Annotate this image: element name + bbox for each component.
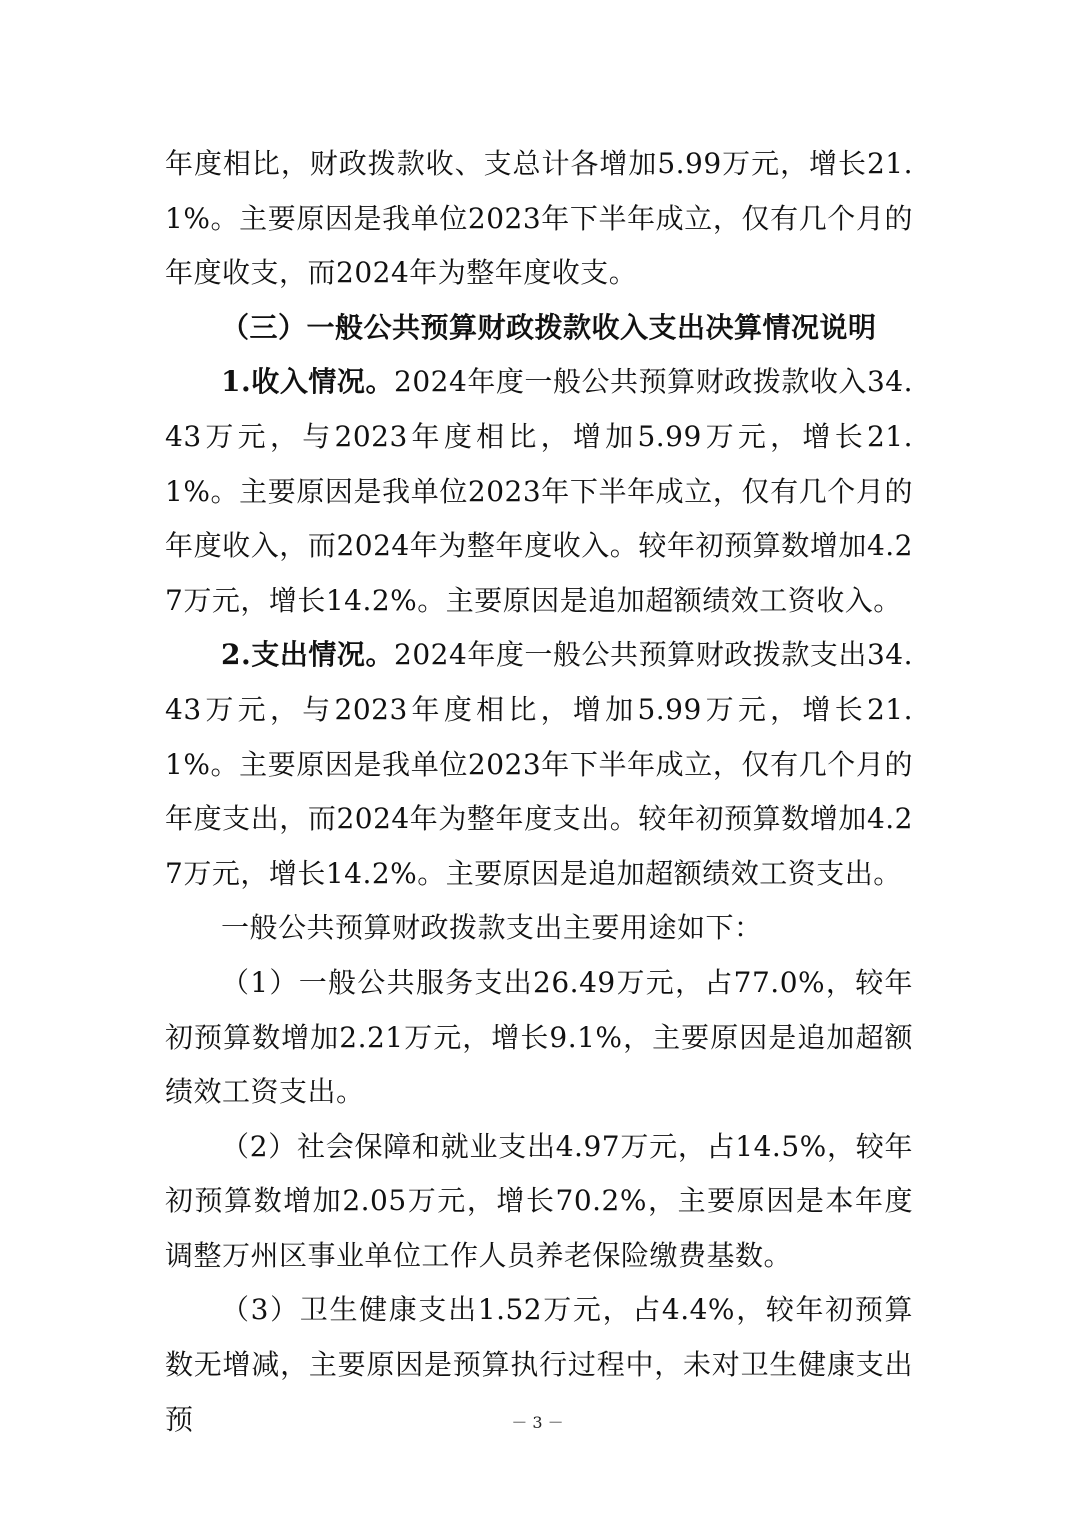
uses-intro: 一般公共预算财政拨款支出主要用途如下：	[221, 911, 763, 945]
document-body	[165, 137, 913, 1447]
income-paragraph	[165, 355, 913, 628]
use-item-health: （3）卫生健康支出1.52万元，占4.4%，较年初预算数无增减，主要原因是预算执行过程中，未对卫生健康支出预	[165, 1293, 913, 1436]
expense-lead: 2.支出情况。	[221, 638, 395, 672]
expense-text: 2024年度一般公共预算财政拨款支出34.43万元，与2023年度相比，增加5.99万元，增长21.1%。主要原因是我单位2023年下半年成立，仅有几个月的年度支出，而2024年为整年度支出。较年初预算数增加4.27万元，增长14.2%。主要原因是追加超额绩效工资支出。	[165, 638, 913, 890]
use-item-general-services: （1）一般公共服务支出26.49万元，占77.0%，较年初预算数增加2.21万元，增长9.1%，主要原因是追加超额绩效工资支出。	[165, 965, 913, 1109]
page-number: － 3 －	[511, 1413, 564, 1432]
section-heading: （三）一般公共预算财政拨款收入支出决算情况说明	[221, 310, 877, 344]
continued-paragraph: 年度相比，财政拨款收、支总计各增加5.99万元，增长21.1%。主要原因是我单位2023年下半年成立，仅有几个月的年度收支，而2024年为整年度收支。	[165, 147, 913, 290]
expense-paragraph	[165, 628, 913, 901]
use-item-social-security: （2）社会保障和就业支出4.97万元，占14.5%，较年初预算数增加2.05万元，增长70.2%，主要原因是本年度调整万州区事业单位工作人员养老保险缴费基数。	[165, 1129, 913, 1272]
income-text: 2024年度一般公共预算财政拨款收入34.43万元，与2023年度相比，增加5.99万元，增长21.1%。主要原因是我单位2023年下半年成立，仅有几个月的年度收入，而2024年为整年度收入。较年初预算数增加4.27万元，增长14.2%。主要原因是追加超额绩效工资收入。	[165, 365, 913, 617]
income-lead: 1.收入情况。	[221, 365, 395, 399]
